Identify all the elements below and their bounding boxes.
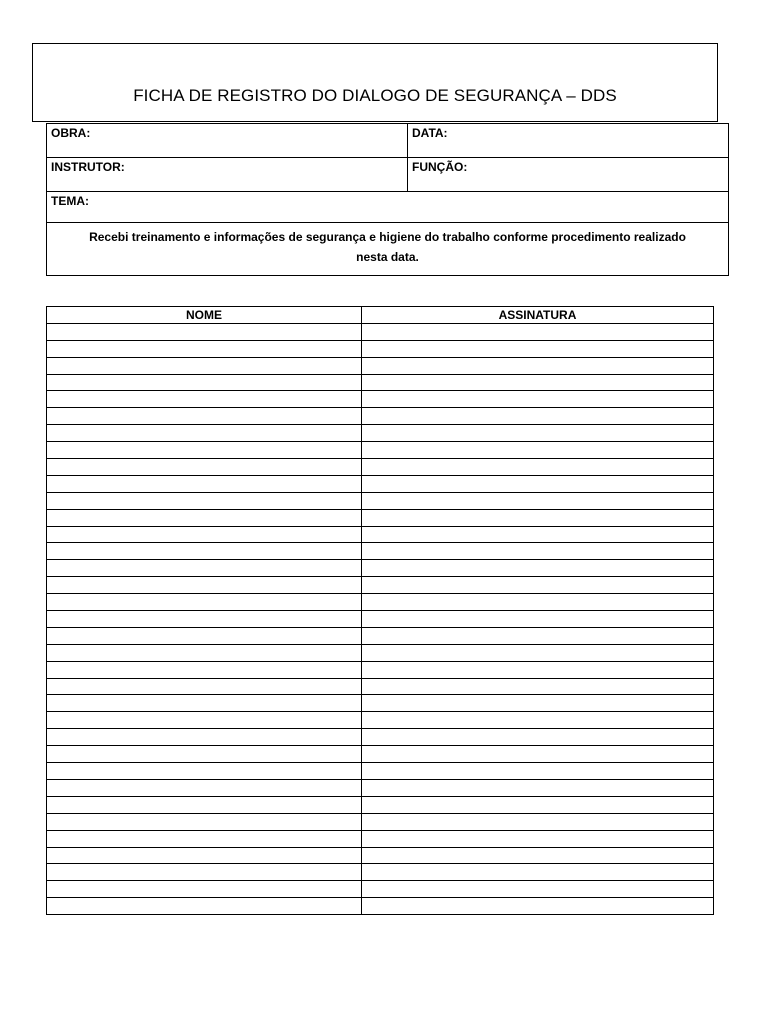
attendance-header-row [47, 307, 714, 324]
nome-cell[interactable] [47, 813, 362, 830]
nome-cell[interactable] [47, 898, 362, 915]
table-row [47, 442, 714, 459]
assinatura-cell[interactable] [362, 425, 714, 442]
assinatura-cell[interactable] [362, 661, 714, 678]
nome-cell[interactable] [47, 830, 362, 847]
assinatura-cell[interactable] [362, 796, 714, 813]
assinatura-cell[interactable] [362, 492, 714, 509]
nome-cell[interactable] [47, 492, 362, 509]
nome-cell[interactable] [47, 374, 362, 391]
table-row [47, 678, 714, 695]
form-info-table [46, 123, 729, 276]
nome-cell[interactable] [47, 526, 362, 543]
table-row [47, 408, 714, 425]
table-row [47, 779, 714, 796]
nome-cell[interactable] [47, 560, 362, 577]
funcao-label: FUNÇÃO: [412, 160, 468, 174]
table-row [47, 611, 714, 628]
table-row [47, 560, 714, 577]
table-row [47, 492, 714, 509]
table-row [47, 543, 714, 560]
table-row [47, 459, 714, 476]
table-row [47, 425, 714, 442]
table-row [47, 712, 714, 729]
assinatura-cell[interactable] [362, 374, 714, 391]
assinatura-cell[interactable] [362, 594, 714, 611]
table-row [47, 357, 714, 374]
nome-cell[interactable] [47, 712, 362, 729]
assinatura-cell[interactable] [362, 577, 714, 594]
table-row [47, 830, 714, 847]
assinatura-cell[interactable] [362, 611, 714, 628]
nome-cell[interactable] [47, 644, 362, 661]
nome-cell[interactable] [47, 577, 362, 594]
assinatura-cell[interactable] [362, 408, 714, 425]
nome-cell[interactable] [47, 475, 362, 492]
table-row [47, 813, 714, 830]
assinatura-cell[interactable] [362, 459, 714, 476]
assinatura-cell[interactable] [362, 627, 714, 644]
assinatura-cell[interactable] [362, 813, 714, 830]
tema-field[interactable] [47, 192, 729, 223]
nome-cell[interactable] [47, 678, 362, 695]
assinatura-cell[interactable] [362, 830, 714, 847]
table-row [47, 695, 714, 712]
assinatura-cell[interactable] [362, 543, 714, 560]
form-title: FICHA DE REGISTRO DO DIALOGO DE SEGURANÇA – DDS [133, 86, 617, 105]
obra-field[interactable] [47, 124, 408, 158]
nome-cell[interactable] [47, 442, 362, 459]
assinatura-cell[interactable] [362, 898, 714, 915]
table-row [47, 526, 714, 543]
assinatura-cell[interactable] [362, 729, 714, 746]
table-row [47, 509, 714, 526]
table-row [47, 729, 714, 746]
nome-cell[interactable] [47, 695, 362, 712]
assinatura-cell[interactable] [362, 560, 714, 577]
tema-label: TEMA: [51, 194, 89, 208]
attendance-body [47, 323, 714, 914]
table-row [47, 391, 714, 408]
nome-cell[interactable] [47, 425, 362, 442]
nome-cell[interactable] [47, 729, 362, 746]
nome-cell[interactable] [47, 881, 362, 898]
assinatura-cell[interactable] [362, 357, 714, 374]
form-title-box [32, 43, 718, 122]
assinatura-cell[interactable] [362, 340, 714, 357]
column-header-nome: NOME [47, 307, 362, 324]
assinatura-cell[interactable] [362, 695, 714, 712]
assinatura-cell[interactable] [362, 678, 714, 695]
assinatura-cell[interactable] [362, 763, 714, 780]
nome-cell[interactable] [47, 357, 362, 374]
table-row [47, 374, 714, 391]
nome-cell[interactable] [47, 779, 362, 796]
statement-text: Recebi treinamento e informações de segurança e higiene do trabalho conforme procedimento realizado nesta data. [47, 223, 729, 276]
table-row [47, 627, 714, 644]
column-header-assinatura: ASSINATURA [362, 307, 714, 324]
nome-cell[interactable] [47, 611, 362, 628]
nome-cell[interactable] [47, 763, 362, 780]
assinatura-cell[interactable] [362, 644, 714, 661]
assinatura-cell[interactable] [362, 881, 714, 898]
table-row [47, 661, 714, 678]
data-label: DATA: [412, 126, 448, 140]
nome-cell[interactable] [47, 509, 362, 526]
table-row [47, 644, 714, 661]
nome-cell[interactable] [47, 594, 362, 611]
nome-cell[interactable] [47, 796, 362, 813]
assinatura-cell[interactable] [362, 526, 714, 543]
table-row [47, 864, 714, 881]
table-row [47, 475, 714, 492]
table-row [47, 323, 714, 340]
table-row [47, 746, 714, 763]
assinatura-cell[interactable] [362, 391, 714, 408]
nome-cell[interactable] [47, 391, 362, 408]
nome-cell[interactable] [47, 340, 362, 357]
nome-cell[interactable] [47, 459, 362, 476]
table-row [47, 796, 714, 813]
nome-cell[interactable] [47, 323, 362, 340]
nome-cell[interactable] [47, 661, 362, 678]
table-row [47, 594, 714, 611]
nome-cell[interactable] [47, 408, 362, 425]
table-row [47, 763, 714, 780]
assinatura-cell[interactable] [362, 442, 714, 459]
nome-cell[interactable] [47, 543, 362, 560]
assinatura-cell[interactable] [362, 847, 714, 864]
table-row [47, 340, 714, 357]
assinatura-cell[interactable] [362, 779, 714, 796]
table-row [47, 577, 714, 594]
nome-cell[interactable] [47, 847, 362, 864]
attendance-table [46, 306, 714, 915]
assinatura-cell[interactable] [362, 475, 714, 492]
instrutor-field[interactable] [47, 158, 408, 192]
table-row [47, 881, 714, 898]
obra-label: OBRA: [51, 126, 91, 140]
assinatura-cell[interactable] [362, 864, 714, 881]
assinatura-cell[interactable] [362, 712, 714, 729]
assinatura-cell[interactable] [362, 509, 714, 526]
instrutor-label: INSTRUTOR: [51, 160, 125, 174]
assinatura-cell[interactable] [362, 746, 714, 763]
nome-cell[interactable] [47, 627, 362, 644]
nome-cell[interactable] [47, 864, 362, 881]
nome-cell[interactable] [47, 746, 362, 763]
table-row [47, 847, 714, 864]
table-row [47, 898, 714, 915]
funcao-field[interactable] [408, 158, 729, 192]
data-field[interactable] [408, 124, 729, 158]
assinatura-cell[interactable] [362, 323, 714, 340]
